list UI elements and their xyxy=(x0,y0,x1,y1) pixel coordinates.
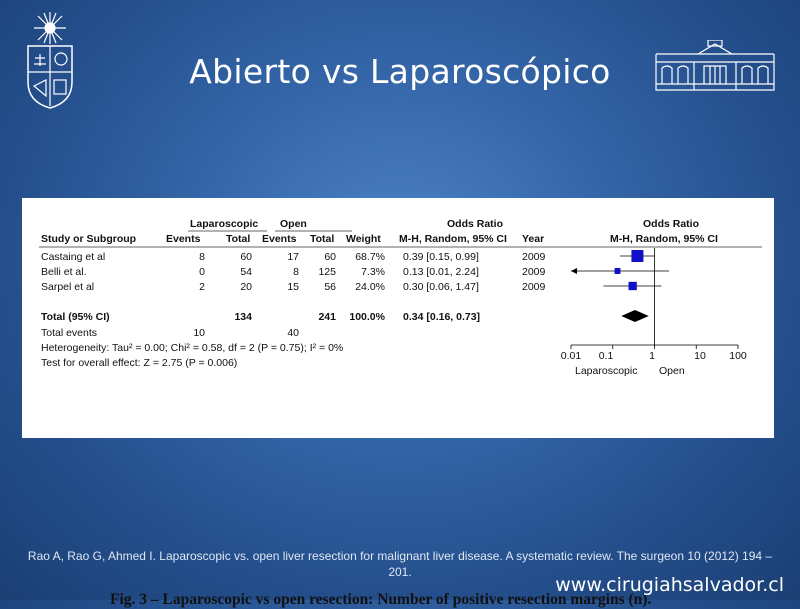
study-name: Castaing et al xyxy=(41,251,106,263)
axis-tick-label: 1 xyxy=(649,350,655,362)
open-events: 8 xyxy=(293,266,299,278)
study-year: 2009 xyxy=(522,281,546,293)
ci-arrow xyxy=(571,268,577,274)
lap-total: 60 xyxy=(240,251,252,263)
study-point-marker xyxy=(629,282,637,290)
favours-right-label: Open xyxy=(659,365,685,377)
pooled-diamond xyxy=(621,310,649,322)
total-weight: 100.0% xyxy=(349,311,385,323)
open-total: 56 xyxy=(324,281,336,293)
axis-tick-label: 0.1 xyxy=(598,350,614,362)
axis-tick-label: 100 xyxy=(729,350,747,362)
study-ci: 0.39 [0.15, 0.99] xyxy=(403,251,479,263)
favours-left-label: Laparoscopic xyxy=(575,365,638,377)
reference-citation: Rao A, Rao G, Ahmed I. Laparoscopic vs. open liver resection for malignant liver disease. A systematic review. The surgeon 10 (2012) 194 – 201. xyxy=(27,549,773,579)
open-total: 60 xyxy=(324,251,336,263)
lap-total: 20 xyxy=(240,281,252,293)
heterogeneity-text: Heterogeneity: Tau² = 0.00; Chi² = 0.58, df = 2 (P = 0.75); I² = 0% xyxy=(41,342,344,354)
study-year: 2009 xyxy=(522,251,546,263)
study-weight: 68.7% xyxy=(355,251,385,263)
study-ci: 0.30 [0.06, 1.47] xyxy=(403,281,479,293)
study-weight: 7.3% xyxy=(361,266,385,278)
study-name: Belli et al. xyxy=(41,266,87,278)
total-open: 241 xyxy=(318,311,336,323)
header-events-open: Events xyxy=(262,233,297,245)
open-events: 17 xyxy=(287,251,299,263)
total-lap: 134 xyxy=(234,311,252,323)
figure-caption: Fig. 3 – Laparoscopic vs open resection: Number of positive resection margins (n). xyxy=(110,591,652,608)
forest-plot-area xyxy=(571,248,738,349)
slide-title: Abierto vs Laparoscópico xyxy=(189,52,611,91)
header-year: Year xyxy=(522,233,545,245)
header-study: Study or Subgroup xyxy=(41,233,137,245)
total-events-label: Total events xyxy=(41,327,98,339)
total-events-lap: 10 xyxy=(193,327,205,339)
forest-plot-svg xyxy=(22,198,774,438)
header-open: Open xyxy=(280,218,307,230)
study-weight: 24.0% xyxy=(355,281,385,293)
study-ci: 0.13 [0.01, 2.24] xyxy=(403,266,479,278)
header-odds-ratio-plot: Odds Ratio xyxy=(643,218,700,230)
header-weight: Weight xyxy=(346,233,381,245)
study-point-marker xyxy=(631,250,643,262)
overall-effect-text: Test for overall effect: Z = 2.75 (P = 0.006) xyxy=(41,357,238,369)
header-method-plot: M-H, Random, 95% CI xyxy=(610,233,718,245)
study-point-marker xyxy=(615,268,621,274)
header-odds-ratio: Odds Ratio xyxy=(447,218,504,230)
header-total-lap: Total xyxy=(226,233,251,245)
open-total: 125 xyxy=(318,266,336,278)
lap-total: 54 xyxy=(240,266,252,278)
open-events: 15 xyxy=(287,281,299,293)
axis-tick-label: 10 xyxy=(694,350,706,362)
header-method: M-H, Random, 95% CI xyxy=(399,233,507,245)
header-total-open: Total xyxy=(310,233,335,245)
total-events-open: 40 xyxy=(287,327,299,339)
study-year: 2009 xyxy=(522,266,546,278)
lap-events: 8 xyxy=(199,251,205,263)
header-laparoscopic: Laparoscopic xyxy=(190,218,259,230)
lap-events: 0 xyxy=(199,266,205,278)
lap-events: 2 xyxy=(199,281,205,293)
header-events-lap: Events xyxy=(166,233,201,245)
study-name: Sarpel et al xyxy=(41,281,95,293)
website-url: www.cirugiahsalvador.cl xyxy=(555,574,784,596)
total-ci: 0.34 [0.16, 0.73] xyxy=(403,311,481,323)
axis-tick-label: 0.01 xyxy=(560,350,582,362)
total-label: Total (95% CI) xyxy=(41,311,110,323)
